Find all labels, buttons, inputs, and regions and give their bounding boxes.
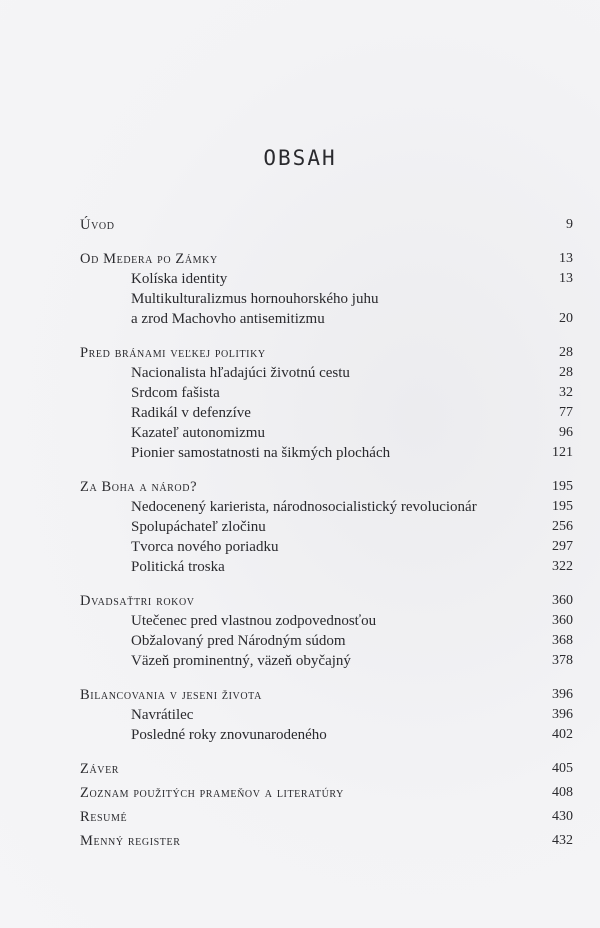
toc-entry-page: 13 [559, 251, 573, 266]
toc-section [80, 631, 573, 651]
toc-section [80, 705, 573, 725]
toc-entry-page: 405 [552, 761, 573, 776]
toc-chapter-4 [80, 591, 573, 611]
toc-entry-label: Kolíska identity [131, 271, 228, 287]
toc-entry-page: 32 [559, 385, 573, 400]
toc-entry-page: 9 [566, 217, 573, 232]
toc-section [80, 289, 573, 309]
toc-entry-page: 256 [552, 519, 573, 534]
toc-entry-label: Úvod [80, 217, 115, 233]
toc-entry-label: Nacionalista hľadajúci životnú cestu [131, 365, 350, 381]
toc-entry-label: Multikulturalizmus hornouhorského juhu [131, 291, 379, 307]
toc-entry-page: 360 [552, 613, 573, 628]
toc-entry-page: 378 [552, 653, 573, 668]
toc-entry-page: 121 [552, 445, 573, 460]
toc-section [80, 725, 573, 745]
toc-section [80, 651, 573, 671]
toc-entry-zaver [80, 759, 573, 779]
toc-entry-label: Za Boha a národ? [80, 479, 198, 495]
toc-chapter-5 [80, 685, 573, 705]
toc-entry-page: 20 [559, 311, 573, 326]
toc-section [80, 423, 573, 443]
toc-entry-label: Radikál v defenzíve [131, 405, 251, 421]
toc-entry-label: Od Medera po Zámky [80, 251, 218, 267]
toc-entry-zoznam [80, 783, 573, 803]
toc-entry-label: Väzeň prominentný, väzeň obyčajný [131, 653, 351, 669]
table-of-contents [80, 215, 573, 851]
toc-entry-page: 368 [552, 633, 573, 648]
toc-entry-page: 360 [552, 593, 573, 608]
toc-entry-page: 195 [552, 499, 573, 514]
toc-entry-page: 432 [552, 833, 573, 848]
toc-entry-label: Dvadsaťtri rokov [80, 593, 195, 609]
toc-entry-page: 77 [559, 405, 573, 420]
toc-section [80, 383, 573, 403]
toc-entry-label: Utečenec pred vlastnou zodpovednosťou [131, 613, 377, 629]
toc-entry-label: Kazateľ autonomizmu [131, 425, 265, 441]
toc-section [80, 443, 573, 463]
toc-section [80, 363, 573, 383]
toc-entry-page: 408 [552, 785, 573, 800]
page-title: OBSAH [263, 146, 337, 170]
toc-entry-label: Nedocenený karierista, národnosocialistický revolucionár [131, 499, 477, 515]
toc-entry-label: Spolupáchateľ zločinu [131, 519, 266, 535]
toc-entry-page: 430 [552, 809, 573, 824]
toc-entry-label: Srdcom fašista [131, 385, 220, 401]
toc-entry-page: 297 [552, 539, 573, 554]
toc-entry-label: Tvorca nového poriadku [131, 539, 279, 555]
toc-entry-label: a zrod Machovho antisemitizmu [131, 311, 325, 327]
toc-entry-label: Obžalovaný pred Národným súdom [131, 633, 346, 649]
toc-chapter-1 [80, 249, 573, 269]
toc-entry-label: Posledné roky znovunarodeného [131, 727, 327, 743]
toc-section [80, 517, 573, 537]
toc-entry-label: Menný register [80, 833, 181, 849]
toc-entry-label: Pionier samostatnosti na šikmých plochách [131, 445, 391, 461]
toc-entry-label: Navrátilec [131, 707, 194, 723]
toc-entry-label: Zoznam použitých prameňov a literatúry [80, 785, 344, 801]
toc-section [80, 497, 573, 517]
toc-section [80, 557, 573, 577]
toc-entry-page: 195 [552, 479, 573, 494]
toc-entry-page: 28 [559, 365, 573, 380]
toc-entry-page: 396 [552, 687, 573, 702]
toc-entry-page: 402 [552, 727, 573, 742]
toc-section [80, 309, 573, 329]
toc-entry-label: Politická troska [131, 559, 225, 575]
toc-entry-label: Resumé [80, 809, 128, 825]
toc-section [80, 611, 573, 631]
toc-entry-label: Bilancovania v jeseni života [80, 687, 262, 703]
toc-entry-page: 322 [552, 559, 573, 574]
toc-entry-resume [80, 807, 573, 827]
toc-chapter-3 [80, 477, 573, 497]
toc-entry-page: 28 [559, 345, 573, 360]
toc-section [80, 537, 573, 557]
toc-entry-label: Pred bránami veľkej politiky [80, 345, 266, 361]
toc-entry-page: 13 [559, 271, 573, 286]
toc-entry-page: 396 [552, 707, 573, 722]
toc-entry-page: 96 [559, 425, 573, 440]
toc-entry-uvod [80, 215, 573, 235]
toc-entry-label: Záver [80, 761, 120, 777]
toc-entry-register [80, 831, 573, 851]
toc-chapter-2 [80, 343, 573, 363]
toc-section [80, 269, 573, 289]
toc-section [80, 403, 573, 423]
